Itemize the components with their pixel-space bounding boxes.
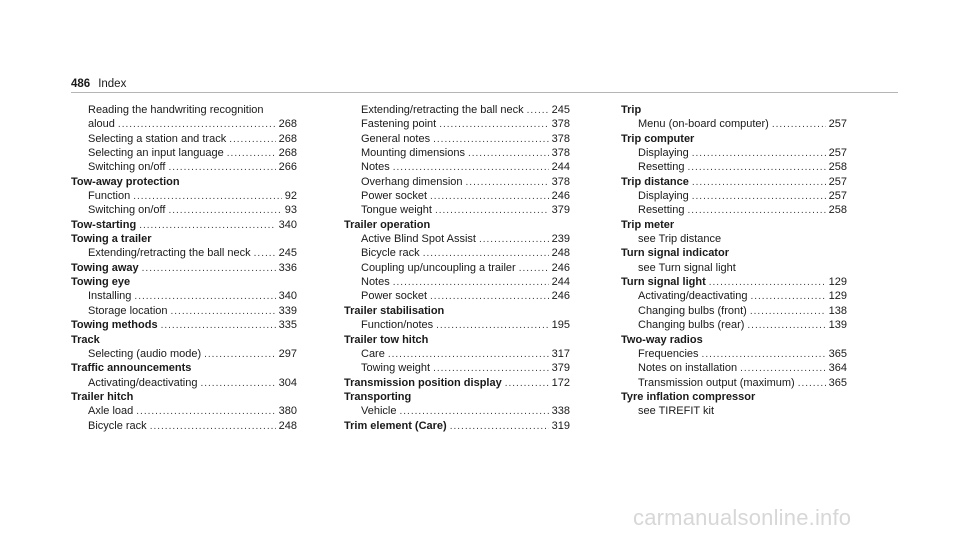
index-subentry [344, 117, 570, 131]
entry-label: aloud [88, 118, 115, 131]
page-reference: 92 [284, 190, 297, 203]
dot-leader [747, 319, 825, 332]
entry-label: Towing away [71, 261, 139, 274]
page-reference: 364 [828, 362, 847, 375]
dot-leader [436, 319, 548, 332]
entry-label: Resetting [638, 204, 685, 217]
entry-label: Trip meter [621, 218, 675, 231]
index-subentry [71, 289, 297, 303]
entry-label: Frequencies [638, 347, 699, 360]
entry-label: Function/notes [361, 319, 434, 332]
index-subentry [71, 347, 297, 361]
entry-label: Notes on installation [638, 362, 738, 375]
page-reference: 257 [828, 118, 847, 131]
page-reference: 339 [278, 304, 297, 317]
page-reference: 268 [278, 118, 297, 131]
entry-label: Selecting (audio mode) [88, 347, 202, 360]
page-reference: 195 [551, 319, 570, 332]
page-reference: 378 [551, 147, 570, 160]
entry-label: Extending/retracting the ball neck [88, 247, 251, 260]
dot-leader [750, 305, 826, 318]
index-subentry [621, 376, 847, 390]
index-subentry [71, 404, 297, 418]
dot-leader [433, 133, 549, 146]
dot-leader [702, 348, 826, 361]
entry-label: Two-way radios [621, 333, 703, 346]
dot-leader [393, 161, 549, 174]
index-subentry [344, 289, 570, 303]
index-subentry [71, 146, 297, 160]
entry-label: Trailer operation [344, 218, 431, 231]
index-heading [71, 232, 297, 246]
dot-leader [423, 247, 549, 260]
entry-label: Trailer hitch [71, 390, 134, 403]
entry-label: Reading the handwriting recognition [88, 104, 264, 116]
dot-leader [142, 262, 276, 275]
index-heading [344, 218, 570, 232]
entry-label: Traffic announcements [71, 362, 192, 375]
entry-label: Menu (on-board computer) [638, 118, 769, 131]
page-reference: 245 [551, 104, 570, 116]
index-heading [71, 175, 297, 189]
entry-label: Overhang dimension [361, 175, 463, 188]
page-reference: 93 [284, 204, 297, 217]
dot-leader [740, 362, 826, 375]
page-reference: 380 [278, 405, 297, 418]
entry-label: Power socket [361, 290, 428, 303]
entry-label: Trailer stabilisation [344, 304, 445, 317]
page-reference: 379 [551, 204, 570, 217]
entry-label: Notes [361, 276, 390, 289]
index-subentry [344, 203, 570, 217]
page-reference: 248 [551, 247, 570, 260]
dot-leader [150, 420, 276, 433]
entry-label: Switching on/off [88, 161, 166, 174]
dot-leader [430, 190, 549, 203]
page-reference: 248 [278, 419, 297, 432]
index-heading [71, 361, 297, 375]
entry-label: Transporting [344, 390, 412, 403]
entry-label: Turn signal light [621, 276, 706, 289]
index-subentry [71, 132, 297, 146]
index-subentry [344, 361, 570, 375]
dot-leader [200, 377, 275, 390]
index-heading [621, 132, 847, 146]
index-subentry [71, 246, 297, 260]
page-reference: 258 [828, 161, 847, 174]
index-column-1 [71, 103, 297, 433]
index-subentry [621, 160, 847, 174]
entry-label: Transmission output (maximum) [638, 376, 795, 389]
dot-leader [772, 118, 826, 131]
dot-leader [750, 290, 825, 303]
index-heading [71, 390, 297, 404]
index-heading [344, 333, 570, 347]
entry-label: Trip distance [621, 175, 689, 188]
index-heading [621, 175, 847, 189]
index-subentry [344, 275, 570, 289]
dot-leader [439, 118, 548, 131]
page-reference: 340 [278, 218, 297, 231]
page-reference: 304 [278, 376, 297, 389]
dot-leader [687, 161, 825, 174]
dot-leader [388, 348, 549, 361]
index-subentry [71, 419, 297, 433]
dot-leader [798, 377, 826, 390]
page-reference: 129 [828, 276, 847, 289]
page-reference: 257 [828, 175, 847, 188]
entry-label: see Turn signal light [638, 261, 736, 274]
index-heading [71, 275, 297, 289]
dot-leader [118, 118, 276, 131]
dot-leader [139, 219, 275, 232]
page-reference: 365 [828, 376, 847, 389]
index-heading [621, 333, 847, 347]
dot-leader [433, 362, 549, 375]
entry-label: Switching on/off [88, 204, 166, 217]
entry-label: Turn signal indicator [621, 247, 729, 260]
dot-leader [168, 161, 275, 174]
page-reference: 246 [551, 190, 570, 203]
index-subentry [344, 175, 570, 189]
page-reference: 336 [278, 261, 297, 274]
dot-leader [505, 377, 549, 390]
index-subentry [621, 304, 847, 318]
index-heading [344, 390, 570, 404]
dot-leader [479, 233, 549, 246]
entry-label: Mounting dimensions [361, 147, 465, 160]
index-subentry [71, 203, 297, 217]
page-reference: 246 [551, 290, 570, 303]
entry-label: Fastening point [361, 118, 437, 131]
dot-leader [450, 420, 549, 433]
entry-label: Tow-starting [71, 218, 137, 231]
index-heading [621, 103, 847, 117]
dot-leader [393, 276, 549, 289]
entry-label: Selecting an input language [88, 147, 224, 160]
page-reference: 172 [551, 376, 570, 389]
index-subentry [621, 289, 847, 303]
entry-label: Changing bulbs (rear) [638, 319, 745, 332]
header-divider [71, 92, 898, 93]
entry-label: Track [71, 333, 100, 346]
page-reference: 379 [551, 362, 570, 375]
entry-label: Power socket [361, 190, 428, 203]
page-reference: 378 [551, 132, 570, 145]
entry-label: Bicycle rack [361, 247, 420, 260]
index-subentry [344, 318, 570, 332]
index-subentry [621, 361, 847, 375]
index-heading [344, 419, 570, 433]
dot-leader [254, 247, 276, 260]
index-subentry [621, 404, 847, 418]
page-reference: 129 [828, 290, 847, 303]
page-reference: 319 [551, 419, 570, 432]
entry-label: Selecting a station and track [88, 132, 227, 145]
entry-label: Trailer tow hitch [344, 333, 429, 346]
page-reference: 244 [551, 161, 570, 174]
index-heading [621, 246, 847, 260]
index-subentry [344, 232, 570, 246]
entry-label: Towing eye [71, 276, 131, 289]
entry-label: see TIREFIT kit [638, 405, 715, 418]
dot-leader [168, 204, 281, 217]
index-heading [71, 318, 297, 332]
dot-leader [527, 104, 549, 117]
index-subentry [344, 261, 570, 275]
dot-leader [171, 305, 276, 318]
index-subentry [621, 318, 847, 332]
page-reference: 246 [551, 261, 570, 274]
page-reference: 378 [551, 175, 570, 188]
entry-label: Activating/deactivating [638, 290, 748, 303]
dot-leader [692, 176, 826, 189]
entry-label: Displaying [638, 147, 689, 160]
index-subentry [621, 261, 847, 275]
entry-label: Displaying [638, 190, 689, 203]
page-reference: 365 [828, 347, 847, 360]
entry-label: General notes [361, 132, 431, 145]
index-column-2 [344, 103, 570, 433]
page-title: Index [98, 78, 127, 90]
dot-leader [227, 147, 276, 160]
entry-label: Storage location [88, 304, 168, 317]
page-reference: 139 [828, 319, 847, 332]
entry-label: Installing [88, 290, 132, 303]
dot-leader [430, 290, 549, 303]
entry-label: Resetting [638, 161, 685, 174]
page-reference: 257 [828, 190, 847, 203]
index-heading [621, 390, 847, 404]
page-reference: 266 [278, 161, 297, 174]
entry-label: Care [361, 347, 385, 360]
entry-label: Towing methods [71, 319, 158, 332]
dot-leader [692, 190, 826, 203]
dot-leader [134, 290, 275, 303]
index-subentry [621, 117, 847, 131]
page-reference: 245 [278, 247, 297, 260]
entry-label: Function [88, 190, 131, 203]
entry-label: Tyre inflation compressor [621, 390, 756, 403]
page-reference: 340 [278, 290, 297, 303]
index-subentry [621, 203, 847, 217]
page-reference: 317 [551, 347, 570, 360]
index-subentry [71, 160, 297, 174]
index-subentry [344, 160, 570, 174]
entry-label: Vehicle [361, 405, 397, 418]
entry-label: Notes [361, 161, 390, 174]
dot-leader [435, 204, 549, 217]
entry-label: Changing bulbs (front) [638, 304, 747, 317]
dot-leader [709, 276, 826, 289]
index-heading [71, 261, 297, 275]
watermark: carmanualsonline.info [633, 505, 852, 530]
index-subentry [621, 232, 847, 246]
index-column-3 [621, 103, 847, 419]
entry-label: Tongue weight [361, 204, 432, 217]
index-subentry [344, 146, 570, 160]
dot-leader [519, 262, 549, 275]
index-subentry [71, 189, 297, 203]
dot-leader [136, 405, 275, 418]
dot-leader [229, 133, 275, 146]
page-reference: 297 [278, 347, 297, 360]
index-subentry [71, 376, 297, 390]
index-heading [621, 275, 847, 289]
dot-leader [692, 147, 826, 160]
dot-leader [466, 176, 549, 189]
entry-label: see Trip distance [638, 233, 722, 246]
index-subentry [344, 404, 570, 418]
entry-label: Extending/retracting the ball neck [361, 104, 524, 116]
index-subentry [621, 146, 847, 160]
entry-label: Transmission position display [344, 376, 502, 389]
index-heading [71, 218, 297, 232]
entry-label: Towing weight [361, 362, 431, 375]
index-subentry [71, 304, 297, 318]
index-subentry [344, 103, 570, 117]
dot-leader [133, 190, 282, 203]
dot-leader [204, 348, 276, 361]
entry-label: Activating/deactivating [88, 376, 198, 389]
page-reference: 268 [278, 147, 297, 160]
index-heading [344, 304, 570, 318]
dot-leader [161, 319, 276, 332]
page-reference: 378 [551, 118, 570, 131]
index-subentry [71, 117, 297, 131]
entry-label: Tow-away protection [71, 175, 180, 188]
page-reference: 268 [278, 132, 297, 145]
page-reference: 338 [551, 405, 570, 418]
index-subentry [344, 189, 570, 203]
dot-leader [399, 405, 548, 418]
index-heading [71, 333, 297, 347]
entry-label: Trip computer [621, 132, 695, 145]
index-subentry [344, 132, 570, 146]
index-subentry [344, 347, 570, 361]
entry-label: Trip [621, 104, 642, 116]
dot-leader [687, 204, 825, 217]
dot-leader [468, 147, 549, 160]
page-reference: 335 [278, 319, 297, 332]
index-subentry [621, 347, 847, 361]
index-subentry [71, 103, 297, 117]
page-reference: 138 [828, 304, 847, 317]
entry-label: Coupling up/uncoupling a trailer [361, 261, 516, 274]
page-reference: 258 [828, 204, 847, 217]
index-subentry [344, 246, 570, 260]
page-reference: 257 [828, 147, 847, 160]
entry-label: Bicycle rack [88, 419, 147, 432]
entry-label: Axle load [88, 405, 134, 418]
index-heading [621, 218, 847, 232]
index-subentry [621, 189, 847, 203]
page-number: 486 [71, 78, 91, 90]
page-reference: 239 [551, 233, 570, 246]
entry-label: Trim element (Care) [344, 419, 447, 432]
entry-label: Towing a trailer [71, 233, 152, 246]
page-reference: 244 [551, 276, 570, 289]
entry-label: Active Blind Spot Assist [361, 233, 476, 246]
index-heading [344, 376, 570, 390]
